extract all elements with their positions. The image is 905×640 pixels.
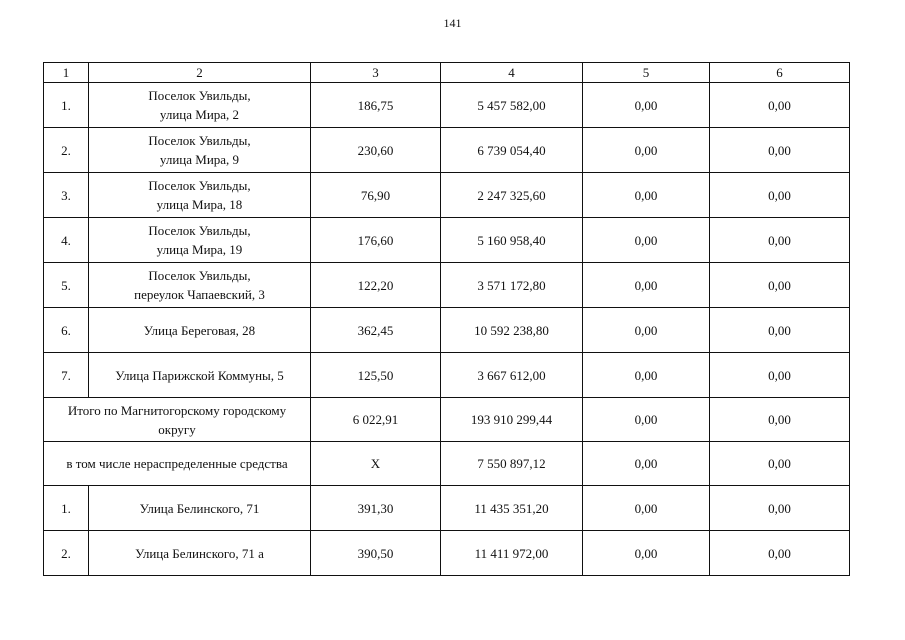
page-number: 141	[443, 16, 462, 30]
row-number: 2.	[44, 128, 89, 173]
value-cell: 0,00	[583, 442, 710, 486]
table-row	[44, 308, 850, 353]
area-cell: 230,60	[311, 128, 441, 173]
area-cell: 362,45	[311, 308, 441, 353]
table-row	[44, 531, 850, 576]
undistributed-label: в том числе нераспределенные средства	[44, 442, 311, 486]
area-cell: X	[311, 442, 441, 486]
data-table	[43, 62, 850, 576]
value-cell: 0,00	[710, 442, 850, 486]
value-cell: 0,00	[583, 218, 710, 263]
header-cell: 1	[44, 63, 89, 83]
value-cell: 0,00	[583, 173, 710, 218]
value-cell: 0,00	[583, 486, 710, 531]
total-label-line: округу	[158, 421, 196, 437]
row-number: 3.	[44, 173, 89, 218]
header-cell: 3	[311, 63, 441, 83]
amount-cell: 3 571 172,80	[441, 263, 583, 308]
row-number: 2.	[44, 531, 89, 576]
value-cell: 0,00	[710, 531, 850, 576]
area-cell: 76,90	[311, 173, 441, 218]
value-cell: 0,00	[710, 308, 850, 353]
row-number: 7.	[44, 353, 89, 398]
row-number: 5.	[44, 263, 89, 308]
value-cell: 0,00	[583, 398, 710, 442]
address-line: улица Мира, 9	[159, 152, 240, 167]
value-cell: 0,00	[583, 353, 710, 398]
value-cell: 0,00	[710, 398, 850, 442]
table-row	[44, 173, 850, 218]
amount-cell: 2 247 325,60	[441, 173, 583, 218]
address-cell	[89, 173, 311, 218]
address-cell	[89, 128, 311, 173]
header-cell: 2	[89, 63, 311, 83]
area-cell: 125,50	[311, 353, 441, 398]
table-row	[44, 128, 850, 173]
address-line: Улица Белинского, 71	[139, 500, 260, 516]
amount-cell: 5 457 582,00	[441, 83, 583, 128]
address-line: Улица Береговая, 28	[143, 322, 256, 338]
area-cell: 176,60	[311, 218, 441, 263]
table-row	[44, 218, 850, 263]
address-line: Поселок Увильды,	[148, 133, 251, 148]
header-cell: 5	[583, 63, 710, 83]
row-number: 6.	[44, 308, 89, 353]
amount-cell: 6 739 054,40	[441, 128, 583, 173]
amount-cell: 7 550 897,12	[441, 442, 583, 486]
address-line: Улица Белинского, 71 а	[135, 545, 264, 561]
table-row	[44, 83, 850, 128]
value-cell: 0,00	[710, 263, 850, 308]
row-number: 1.	[44, 486, 89, 531]
area-cell: 186,75	[311, 83, 441, 128]
amount-cell: 193 910 299,44	[441, 398, 583, 442]
address-line: улица Мира, 19	[156, 242, 243, 257]
row-number: 4.	[44, 218, 89, 263]
header-cell: 4	[441, 63, 583, 83]
address-line: улица Мира, 18	[156, 197, 243, 212]
table-row	[44, 263, 850, 308]
area-cell: 391,30	[311, 486, 441, 531]
address-line: Поселок Увильды,	[148, 268, 251, 283]
value-cell: 0,00	[710, 128, 850, 173]
table-row	[44, 353, 850, 398]
area-cell: 6 022,91	[311, 398, 441, 442]
table-row	[44, 486, 850, 531]
amount-cell: 11 435 351,20	[441, 486, 583, 531]
address-line: Поселок Увильды,	[148, 88, 251, 103]
amount-cell: 3 667 612,00	[441, 353, 583, 398]
address-cell	[89, 308, 311, 353]
amount-cell: 10 592 238,80	[441, 308, 583, 353]
address-line: Поселок Увильды,	[148, 223, 251, 238]
undistributed-row	[44, 442, 850, 486]
address-cell	[89, 531, 311, 576]
value-cell: 0,00	[710, 83, 850, 128]
header-cell: 6	[710, 63, 850, 83]
value-cell: 0,00	[583, 83, 710, 128]
row-number: 1.	[44, 83, 89, 128]
total-label	[44, 398, 311, 442]
address-line: Поселок Увильды,	[148, 178, 251, 193]
area-cell: 122,20	[311, 263, 441, 308]
table-header-row	[44, 63, 850, 83]
value-cell: 0,00	[710, 353, 850, 398]
amount-cell: 11 411 972,00	[441, 531, 583, 576]
address-line: улица Мира, 2	[159, 107, 240, 122]
amount-cell: 5 160 958,40	[441, 218, 583, 263]
area-cell: 390,50	[311, 531, 441, 576]
address-cell	[89, 83, 311, 128]
value-cell: 0,00	[583, 128, 710, 173]
value-cell: 0,00	[583, 263, 710, 308]
total-label-line: Итого по Магнитогорскому городскому	[67, 402, 287, 418]
address-cell	[89, 486, 311, 531]
value-cell: 0,00	[583, 308, 710, 353]
value-cell: 0,00	[710, 173, 850, 218]
address-cell	[89, 218, 311, 263]
total-row	[44, 398, 850, 442]
address-line: переулок Чапаевский, 3	[134, 287, 265, 302]
address-cell	[89, 263, 311, 308]
value-cell: 0,00	[710, 218, 850, 263]
address-cell	[89, 353, 311, 398]
value-cell: 0,00	[710, 486, 850, 531]
value-cell: 0,00	[583, 531, 710, 576]
address-line: Улица Парижской Коммуны, 5	[115, 367, 284, 383]
